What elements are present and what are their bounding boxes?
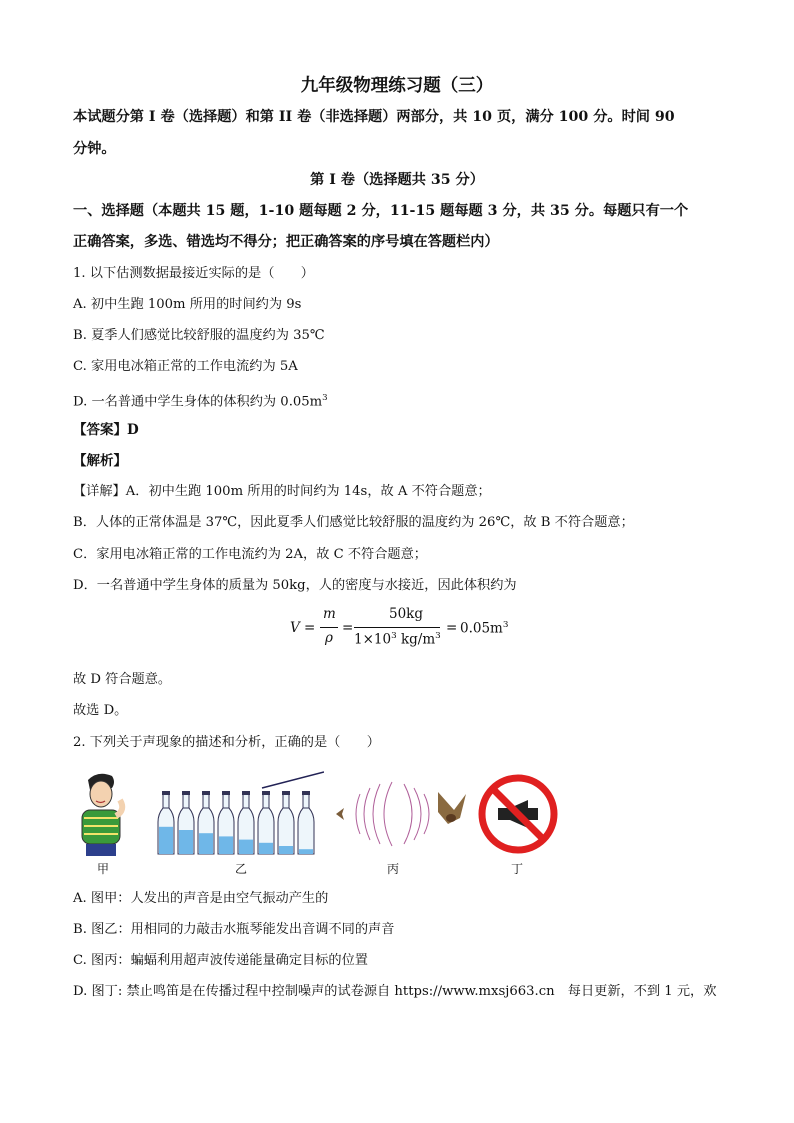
bat-echolocation-illustration [330,774,470,854]
formula-result: $0.05m^3$ [460,620,509,637]
q1-option-a: A. 初中生跑 100m 所用的时间约为 9s [73,297,302,312]
fraction-bar-1 [320,627,338,628]
q1-option-c: C. 家用电冰箱正常的工作电流约为 5A [73,359,298,374]
water-bottle [298,791,314,854]
q2-option-b: B. 图乙：用相同的力敲击水瓶琴能发出音调不同的声音 [73,922,395,937]
q1-analysis-label: 【解析】 [73,453,127,469]
volume-formula [290,606,610,652]
q1-conclusion: 故 D 符合题意。 [73,672,172,687]
q2-option-d: D. 图丁: 禁止鸣笛是在传播过程中控制噪声的试卷源自 https://www.mxsj663.cn 每日更新，不到 1 元，欢 [73,984,717,999]
q1-option-d: D. 一名普通中学生身体的体积约为 $0.05m^3$ [73,393,328,410]
water-bottle-xylophone-illustration [154,768,324,858]
section-heading-2: 正确答案，多选、错选均不得分；把正确答案的序号填在答题栏内） [73,234,499,250]
water-bottle [198,791,214,854]
formula-den2: $1\times 10^3$ $kg/m^3$ [354,631,441,648]
figure-label-jia: 甲 [97,862,110,876]
water-bottle [258,791,274,854]
q2-option-a: A. 图甲：人发出的声音是由空气振动产生的 [73,891,329,906]
formula-eq2: = [342,620,354,636]
q1-detail-c: C．家用电冰箱正常的工作电流约为 2A，故 C 不符合题意； [73,547,427,562]
water-bottle [158,791,174,854]
q1-answer: 【答案】D [73,422,139,438]
q1-detail-a: 【详解】A．初中生跑 100m 所用的时间约为 14s，故 A 不符合题意； [73,484,491,499]
water-bottle [218,791,234,854]
q1-option-b: B. 夏季人们感觉比较舒服的温度约为 35℃ [73,328,325,343]
q1-detail-b: B．人体的正常体温是 37℃，因此夏季人们感觉比较舒服的温度约为 26℃，故 B 不符合题意； [73,515,634,530]
q2-figure [70,768,570,878]
q2-option-c: C. 图丙：蝙蝠利用超声波传递能量确定目标的位置 [73,953,368,968]
formula-den1: ρ [325,630,333,646]
formula-eq3: = [446,620,458,636]
figure-label-ding: 丁 [511,862,524,876]
intro-line-2: 分钟。 [73,141,116,157]
formula-lhs: V [290,620,300,636]
figure-label-yi: 乙 [235,862,248,876]
fraction-bar-2 [354,627,440,628]
formula-num2: 50kg [389,606,424,622]
intro-line-1: 本试题分第 I 卷（选择题）和第 II 卷（非选择题）两部分，共 10 页，满分 100 分。时间 90 [73,109,675,125]
page-title: 九年级物理练习题（三） [300,76,494,96]
formula-num1: m [323,606,336,622]
section-heading-1: 一、选择题（本题共 15 题，1-10 题每题 2 分，11-15 题每题 3 分，共 35 分。每题只有一个 [73,203,689,219]
formula-eq1: = [304,620,316,636]
water-bottle [178,791,194,854]
q2-stem: 2. 下列关于声现象的描述和分析，正确的是（ ） [73,735,380,750]
q1-detail-d: D．一名普通中学生身体的质量为 50kg，人的密度与水接近，因此体积约为 [73,578,517,593]
q1-choose: 故选 D。 [73,703,128,718]
figure-label-bing: 丙 [387,862,400,876]
q1-stem: 1. 以下估测数据最接近实际的是（ ） [73,266,314,281]
part-heading: 第 I 卷（选择题共 35 分） [310,172,484,188]
water-bottle [278,791,294,854]
water-bottle [238,791,254,854]
no-honking-sign-icon [476,772,560,856]
boy-speaking-illustration [72,770,134,858]
